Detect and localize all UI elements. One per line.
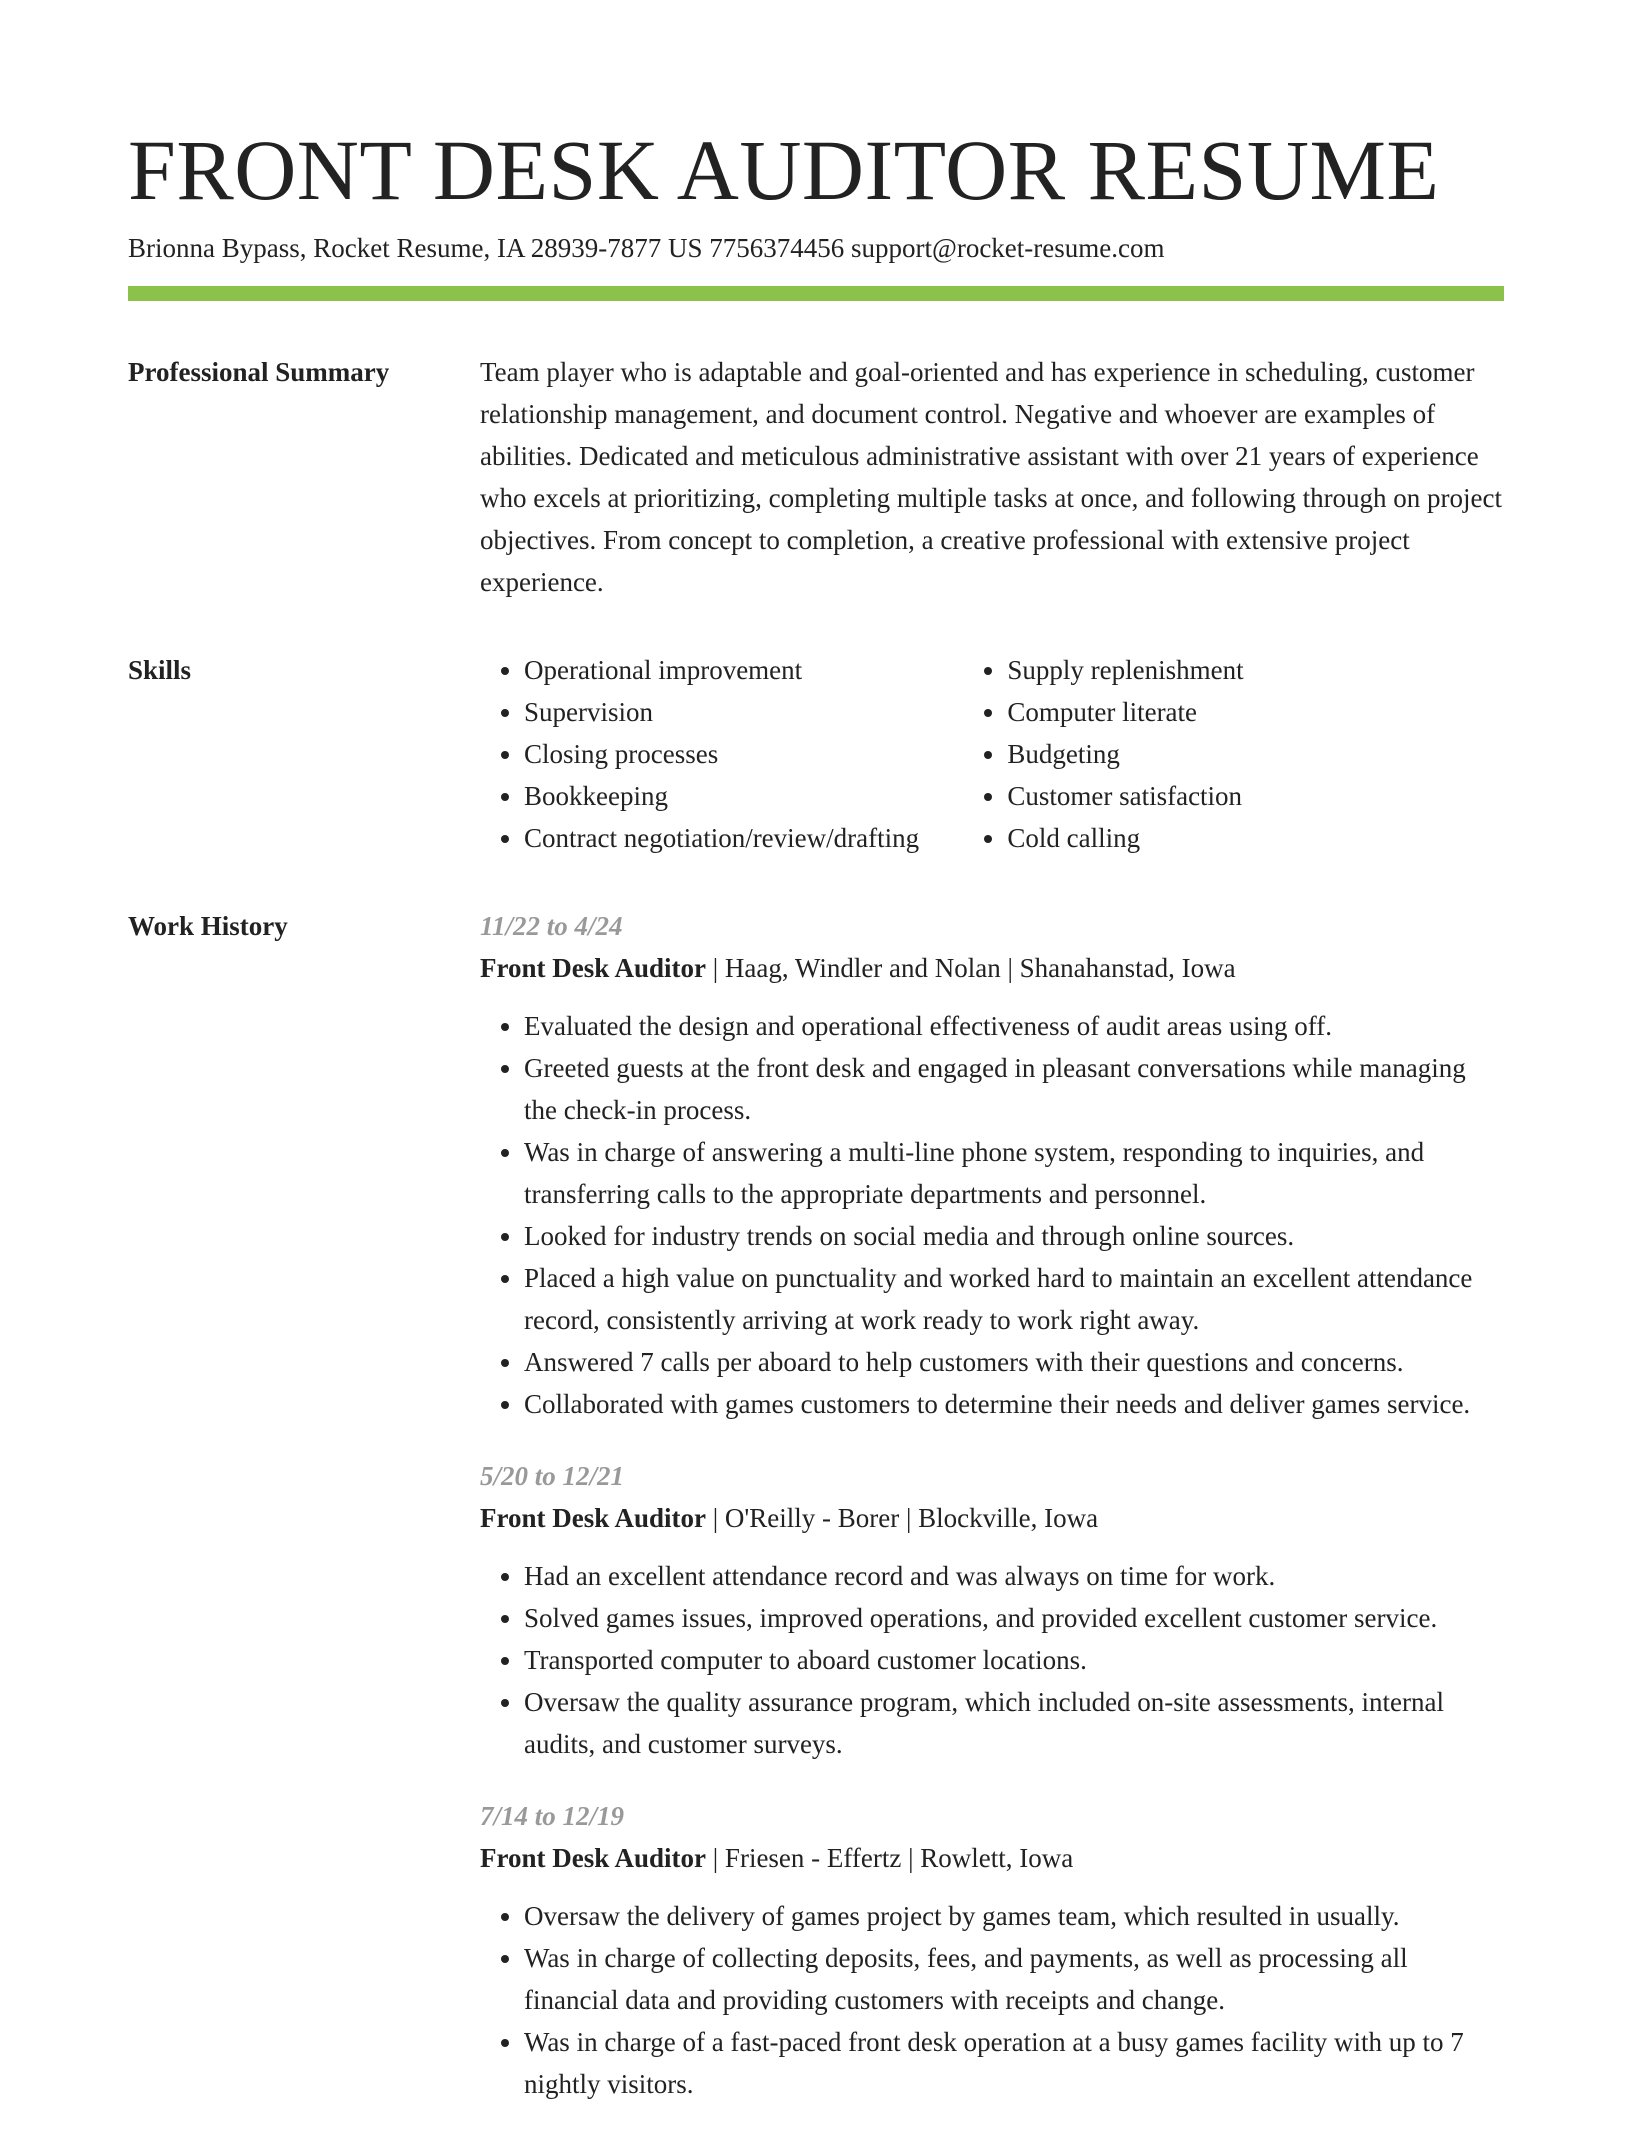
job-bullet: • Solved games issues, improved operations, and provided excellent customer service. — [524, 1597, 1504, 1639]
job-dates: 5/20 to 12/21 — [480, 1461, 625, 1491]
skill-item: • Computer literate — [1007, 691, 1504, 733]
section-label-skills: Skills — [128, 655, 192, 685]
skill-item: • Budgeting — [1007, 733, 1504, 775]
job-heading — [480, 1837, 1504, 1879]
accent-divider — [128, 286, 1504, 301]
job-bullet: • Looked for industry trends on social media and through online sources. — [524, 1215, 1504, 1257]
skills-list-left — [480, 649, 963, 859]
resume-page — [128, 120, 1504, 2135]
job-heading — [480, 947, 1504, 989]
section-label-summary: Professional Summary — [128, 357, 390, 387]
job-entry — [480, 905, 1504, 1425]
section-label-work-history: Work History — [128, 911, 288, 941]
job-bullet: • Had an excellent attendance record and was always on time for work. — [524, 1555, 1504, 1597]
skill-item: • Bookkeeping — [524, 775, 963, 817]
skill-item: • Supervision — [524, 691, 963, 733]
skills-grid — [480, 649, 1504, 859]
skill-item: • Cold calling — [1007, 817, 1504, 859]
skills-section — [128, 649, 1504, 859]
skill-item: • Contract negotiation/review/drafting — [524, 817, 963, 859]
summary-text: Team player who is adaptable and goal-oriented and has experience in scheduling, customer relationship management, and document control. Negative and whoever are examples of abilities. Dedicated and meticulous administrative assistant with over 21 years of experience who excels at prioritizing, completing multiple tasks at once, and following through on project objectives. From concept to completion, a creative professional with extensive project experience. — [480, 357, 1503, 597]
skill-item: • Supply replenishment — [1007, 649, 1504, 691]
skill-item: • Customer satisfaction — [1007, 775, 1504, 817]
job-bullet: • Transported computer to aboard customer locations. — [524, 1639, 1504, 1681]
contact-line: Brionna Bypass, Rocket Resume, IA 28939-7877 US 7756374456 support@rocket-resume.com — [128, 233, 1165, 263]
job-bullet-list — [480, 1005, 1504, 1425]
job-bullet: • Placed a high value on punctuality and worked hard to maintain an excellent attendance record, consistently arriving at work ready to work right away. — [524, 1257, 1504, 1341]
job-bullet: • Was in charge of collecting deposits, fees, and payments, as well as processing all financial data and providing customers with receipts and change. — [524, 1937, 1504, 2021]
job-company-location: | O'Reilly - Borer | Blockville, Iowa — [706, 1503, 1099, 1533]
job-bullet-list — [480, 1895, 1504, 2105]
job-bullet: • Oversaw the quality assurance program, which included on-site assessments, internal audits, and customer surveys. — [524, 1681, 1504, 1765]
job-bullet: • Answered 7 calls per aboard to help customers with their questions and concerns. — [524, 1341, 1504, 1383]
skill-item: • Closing processes — [524, 733, 963, 775]
job-entry — [480, 1795, 1504, 2105]
job-bullet: • Was in charge of a fast-paced front desk operation at a busy games facility with up to 7 nightly visitors. — [524, 2021, 1504, 2105]
job-dates: 7/14 to 12/19 — [480, 1801, 625, 1831]
job-company-location: | Haag, Windler and Nolan | Shanahanstad, Iowa — [706, 953, 1236, 983]
job-company-location: | Friesen - Effertz | Rowlett, Iowa — [706, 1843, 1074, 1873]
job-title: Front Desk Auditor — [480, 1503, 707, 1533]
job-bullet: • Greeted guests at the front desk and engaged in pleasant conversations while managing the check-in process. — [524, 1047, 1504, 1131]
job-bullet: • Oversaw the delivery of games project by games team, which resulted in usually. — [524, 1895, 1504, 1937]
job-bullet: • Collaborated with games customers to determine their needs and deliver games service. — [524, 1383, 1504, 1425]
job-title: Front Desk Auditor — [480, 1843, 707, 1873]
job-entry — [480, 1455, 1504, 1765]
job-heading — [480, 1497, 1504, 1539]
professional-summary-section — [128, 351, 1504, 603]
skills-list-right — [963, 649, 1504, 859]
job-bullet: • Was in charge of answering a multi-line phone system, responding to inquiries, and transferring calls to the appropriate departments and personnel. — [524, 1131, 1504, 1215]
job-bullet: • Evaluated the design and operational effectiveness of audit areas using off. — [524, 1005, 1504, 1047]
job-title: Front Desk Auditor — [480, 953, 707, 983]
skill-item: • Operational improvement — [524, 649, 963, 691]
job-dates: 11/22 to 4/24 — [480, 911, 623, 941]
job-bullet-list — [480, 1555, 1504, 1765]
resume-title: FRONT DESK AUDITOR RESUME — [128, 122, 1440, 218]
work-history-section — [128, 905, 1504, 2135]
